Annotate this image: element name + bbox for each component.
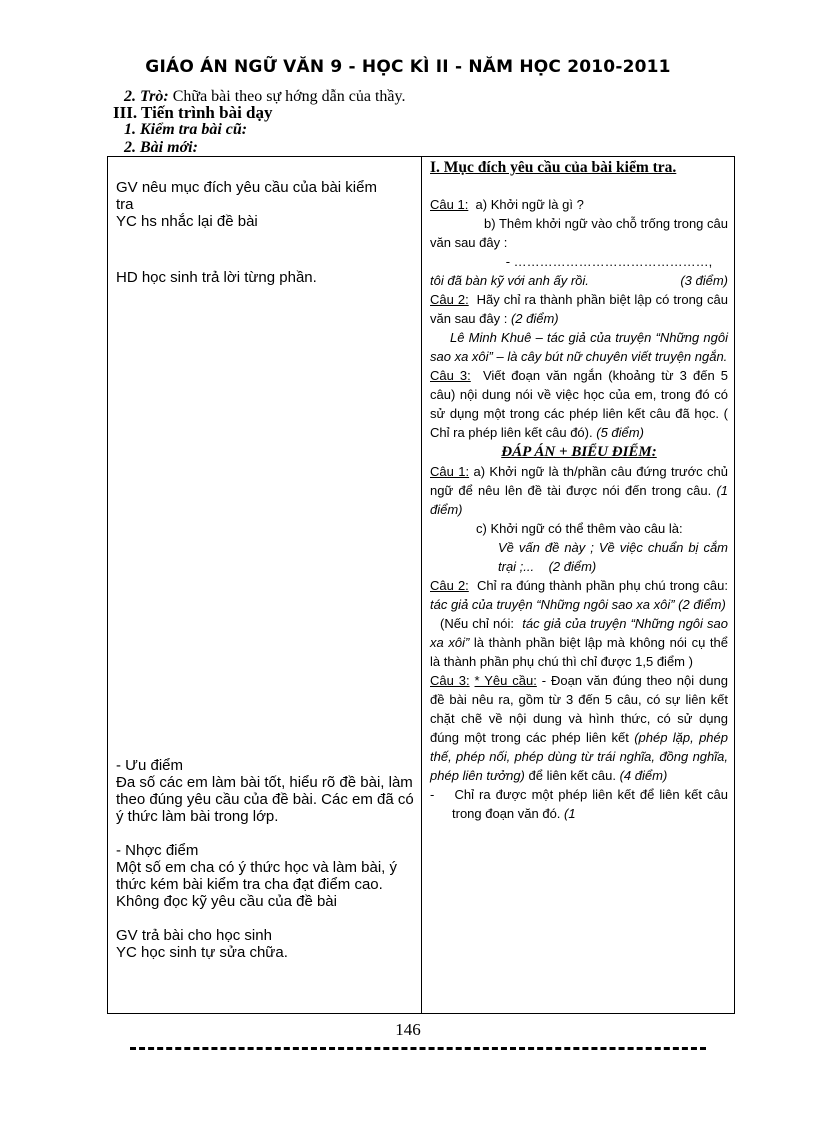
a1c-example: Về vấn đề này ; Về việc chuẩn bị cắm trại ;... — [498, 540, 728, 574]
tro-label: 2. Trò: — [124, 88, 169, 105]
c1-sentence: tôi đã bàn kỹ với anh ấy rồi. — [430, 273, 589, 288]
right-content: I. Mục đích yêu cầu của bài kiểm tra. Câu 1: a) Khởi ngữ là gì ? b) Thêm khởi ngữ vào chỗ trống trong câu văn sau đây : - ………………………………………, tôi đã bàn kỹ với anh ấy rồi. (3 điểm) Câu 2: Hãy chỉ ra thành phần biệt lập có trong câu văn sau đây : (2 điểm) Lê Minh Khuê – tác giả của truyện “Những ngôi sao xa xôi” – là cây bút nữ chuyên viết truyện ngắn. Câu 3: Viết đoạn văn ngắn (khoảng từ 3 đến 5 câu) nội dung nói về việc học của em, trong đó có sử dụng một trong các phép liên kết câu đã học. ( Chỉ ra phép liên kết câu đó). (5 điểm) ĐÁP ÁN + BIỂU ĐIỂM: Câu 1: a) Khởi ngữ là th/phần câu đứng trước chủ ngữ để nêu lên đề tài được nói đến trong câu. (1 điểm) c) Khởi ngữ có thể thêm vào câu là: Về vấn đề này ; Về việc chuẩn bị cắm trại ;... (2 điểm) Câu 2: Chỉ ra đúng thành phần phụ chú trong câu: tác giả của truyện “Những ngôi sao xa xôi” (2 điểm) (Nếu chỉ nói: tác giả của truyện “Những ngôi sao xa xôi” là thành phần biệt lập mà không nói cụ thể là thành phần phụ chú thì chỉ được 1,5 điểm ) Câu 3: * Yêu cầu: - Đoạn văn đúng theo nội dung đề bài nêu ra, gồm từ 3 đến 5 câu, có sự liên kết chặt chẽ về nội dung và hình thức, có sử dụng đúng một trong các phép liên kết (phép lặp, phép thế, phép nối, phép dùng từ trái nghĩa, đồng nghĩa, phép liên tưởng) để liên kết câu. (4 điểm) - Chỉ ra được một phép liên kết để liên kết câu trong đoạn văn đó. (1 — [430, 159, 729, 821]
a3-example: (phép lặp, phép thế, phép nối, phép dùng từ trái nghĩa, đồng nghĩa, phép liên tưởng) — [430, 730, 728, 783]
left-guide: HD học sinh trả lời từng phần. — [116, 269, 317, 286]
footer-dashed-line — [130, 1047, 706, 1050]
nhuoc-title: - Nhợc điểm — [116, 842, 199, 859]
dapan-heading: ĐÁP ÁN + BIỂU ĐIỂM: — [501, 444, 657, 460]
a3-label: Câu 3: — [430, 673, 470, 688]
left-line-3: YC hs nhắc lại đề bài — [116, 213, 258, 230]
a3-text-1: - Đoạn văn đúng theo nội dung đề bài nêu ra, gồm từ 3 đến 5 câu, có sự liên kết chặt chẽ về nội dung và hình thức, có sử dụng đúng một trong các phép liên kết — [430, 673, 728, 745]
column-divider — [421, 157, 422, 1013]
baimoi-heading: 2. Bài mới: — [124, 139, 198, 156]
page-number: 146 — [395, 1020, 421, 1039]
kiemtra-heading: 1. Kiểm tra bài cũ: — [124, 121, 248, 138]
a1-points: (1 điểm) — [430, 483, 728, 517]
left-intro — [116, 179, 416, 230]
c1a: a) Khởi ngữ là gì ? — [475, 197, 584, 212]
c3-text: Viết đoạn văn ngắn (khoảng từ 3 đến 5 câu) nội dung nói về việc học của em, trong đó có sử dụng một trong các phép liên kết câu đã học. ( Chỉ ra phép liên kết câu đó). — [430, 368, 728, 440]
a1c: c) Khởi ngữ có thể thêm vào câu là: — [476, 521, 683, 536]
a1-label: Câu 1: — [430, 464, 470, 479]
a2-label: Câu 2: — [430, 578, 469, 593]
left-line-1: GV nêu mục đích yêu cầu của bài kiểm — [116, 179, 377, 196]
a2-note-start: (Nếu chỉ nói: — [440, 616, 515, 631]
lesson-table — [107, 156, 735, 1014]
c2-label: Câu 2: — [430, 292, 469, 307]
c1b: b) Thêm khởi ngữ vào chỗ trống trong câu văn sau đây : — [430, 216, 728, 250]
a3-text-2: để liên kết câu. — [528, 768, 616, 783]
a3-points: (4 điểm) — [619, 768, 668, 783]
page-header: GIÁO ÁN NGỮ VĂN 9 - HỌC KÌ II - NĂM HỌC 2010-2011 — [145, 57, 671, 77]
c3-points: (5 điểm) — [596, 425, 644, 440]
uudiem-title: - Ưu điểm — [116, 757, 183, 774]
a3-last: Chỉ ra được một phép liên kết để liên kết câu trong đoạn văn đó. — [452, 787, 728, 821]
a2-note-end: là thành phần biệt lập mà không nói cụ thể là thành phần phụ chú thì chỉ được 1,5 điểm ) — [430, 635, 728, 669]
c3-label: Câu 3: — [430, 368, 471, 383]
right-title: I. Mục đích yêu cầu của bài kiểm tra. — [430, 159, 677, 176]
c2-points: (2 điểm) — [510, 311, 559, 326]
a2-example: tác giả của truyện “Những ngôi sao xa xôi” (2 điểm) — [430, 597, 726, 612]
c2-quote: Lê Minh Khuê – tác giả của truyện “Những ngôi sao xa xôi” – là cây bút nữ chuyên viết truyện ngắn. — [430, 330, 728, 364]
a2-text: Chỉ ra đúng thành phần phụ chú trong câu: — [476, 578, 728, 593]
c1-label: Câu 1: — [430, 197, 469, 212]
tro-text: Chữa bài theo sự hớng dẫn của thầy. — [172, 88, 406, 105]
uudiem-text: Đa số các em làm bài tốt, hiểu rõ đề bài, làm theo đúng yêu cầu của đề bài. Các em đã có ý thức làm bài trong lớp. — [116, 774, 414, 825]
a3-last-points: (1 — [564, 806, 576, 821]
gv-trabai: GV trả bài cho học sinh — [116, 927, 272, 944]
c1-points: (3 điểm) — [680, 273, 728, 288]
section-heading: III. Tiến trình bài dạy — [113, 103, 273, 122]
nhuoc-text: Một số em cha có ý thức học và làm bài, ý thức kém bài kiểm tra cha đạt điểm cao. Không đọc kỹ yêu cầu của đề bài — [116, 859, 397, 910]
c2-text: Hãy chỉ ra thành phần biệt lập có trong câu văn sau đây : — [430, 292, 728, 326]
a1c-points: (2 điểm) — [548, 559, 597, 574]
c1-dots: - ………………………………………, — [505, 254, 713, 269]
left-line-2: tra — [116, 196, 134, 213]
a3-requirement: * Yêu cầu: — [474, 673, 537, 688]
a2-note-example: tác giả của truyện “Những ngôi sao xa xôi” — [430, 616, 729, 650]
left-evaluation — [116, 757, 416, 961]
a1-text: a) Khởi ngữ là th/phần câu đứng trước chủ ngữ để nêu lên đề tài được nói đến trong câu. — [430, 464, 728, 498]
yc-suachua: YC học sinh tự sửa chữa. — [116, 944, 288, 961]
